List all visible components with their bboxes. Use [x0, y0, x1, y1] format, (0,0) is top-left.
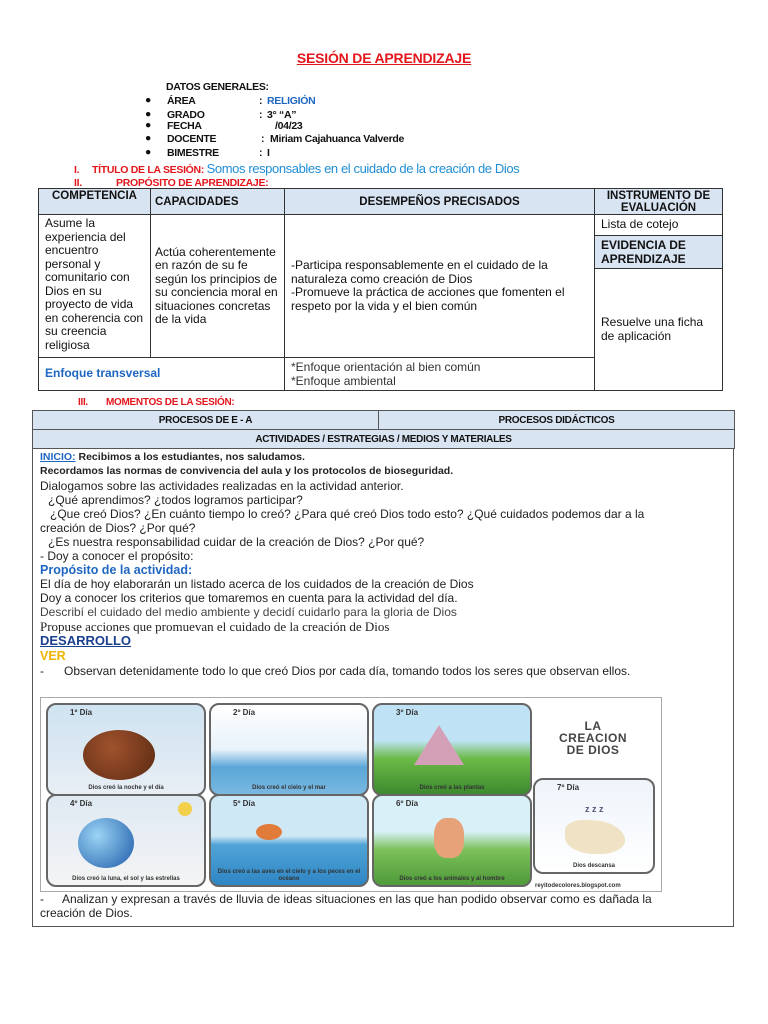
- cloud-icon: [565, 820, 625, 854]
- image-source: reyitodecolores.blogspot.com: [535, 883, 621, 889]
- section-proposito: II. PROPÓSITO DE APRENDIZAJE:: [74, 177, 269, 189]
- body-line: creación de Dios.: [40, 906, 133, 920]
- enfoque-1: *Enfoque orientación al bien común: [291, 360, 481, 374]
- header-capacidades: CAPACIDADES: [151, 189, 285, 215]
- inicio-line: INICIO: Recibimos a los estudiantes, nos saludamos.: [40, 451, 305, 463]
- bullet-icon: ●: [145, 119, 152, 131]
- bullet-icon: ●: [145, 94, 152, 106]
- procesos-ea-header: PROCESOS DE E - A: [33, 411, 379, 430]
- competencia-cell: Asume la experiencia del encuentro personal y comunitario con Dios en su proyecto de vida en coherencia con su creencia religiosa: [39, 215, 151, 358]
- body-line: Doy a conocer los criterios que tomaremos en cuenta para la actividad del día.: [40, 591, 458, 605]
- body-line: - Doy a conocer el propósito:: [40, 549, 194, 563]
- bullet-icon: ●: [145, 132, 152, 144]
- header-instrumento: INSTRUMENTO DE EVALUACIÓN: [595, 189, 723, 215]
- datos-value: I: [267, 147, 270, 159]
- man-icon: [434, 818, 464, 858]
- momentos-table: [32, 410, 735, 449]
- desarrollo-heading: DESARROLLO: [40, 633, 131, 648]
- evidencia-cell: Resuelve una ficha de aplicación: [595, 269, 723, 391]
- desempeno-1: -Participa responsablemente en el cuidado de la naturaleza como creación de Dios: [291, 258, 548, 286]
- body-line: ¿Es nuestra responsabilidad cuidar de la creación de Dios? ¿Por qué?: [48, 535, 425, 549]
- enfoque-label: Enfoque transversal: [39, 358, 285, 391]
- body-line: Propuse acciones que promuevan el cuidado de la creación de Dios: [40, 619, 390, 634]
- sun-icon: [178, 802, 192, 816]
- proposito-table: [38, 188, 723, 391]
- ver-heading: VER: [40, 649, 66, 663]
- datos-value: 3° “A”: [267, 109, 297, 121]
- session-title: Somos responsables en el cuidado de la creación de Dios: [206, 161, 520, 176]
- body-line: Describí el cuidado del medio ambiente y decidí cuidarlo para la gloria de Dios: [40, 605, 457, 619]
- proposito-label: Propósito de la actividad:: [40, 563, 193, 577]
- datos-value: RELIGIÓN: [267, 95, 316, 107]
- body-line: ¿Que creó Dios? ¿En cuánto tiempo lo creó? ¿Para qué creó Dios todo esto? ¿Qué cuidados podemos dar a la: [50, 507, 645, 521]
- inicio-label: INICIO:: [40, 451, 76, 463]
- panel-day-1: 1º Día Dios creó la noche y el día: [46, 703, 206, 796]
- actividades-header: ACTIVIDADES / ESTRATEGIAS / MEDIOS Y MATERIALES: [33, 430, 735, 449]
- bullet-icon: ●: [145, 108, 152, 120]
- mountain-icon: [414, 725, 464, 765]
- creation-days-image: [40, 697, 662, 892]
- creation-heading: LA CREACION DE DIOS: [558, 719, 627, 757]
- body-line: - Observan detenidamente todo lo que creó Dios por cada día, tomando todos los seres que observan ellos.: [40, 664, 631, 678]
- datos-value: /04/23: [275, 120, 303, 132]
- capacidad-cell: Actúa coherentemente en razón de su fe según los principios de su conciencia moral en situaciones concretas de la vida: [151, 215, 285, 358]
- desempenos-cell: [285, 215, 595, 358]
- body-line: Recordamos las normas de convivencia del aula y los protocolos de bioseguridad.: [40, 465, 454, 477]
- bullet-icon: ●: [145, 146, 152, 158]
- enfoque-cell: [285, 358, 595, 391]
- dark-sphere-icon: [83, 730, 155, 780]
- page-title: SESIÓN DE APRENDIZAJE: [296, 50, 472, 66]
- body-line: El día de hoy elaborarán un listado acerca de los cuidados de la creación de Dios: [40, 577, 474, 591]
- sleep-icon: z z z: [585, 804, 604, 814]
- panel-day-5: 5º Día Dios creó a las aves en el cielo y a los peces en el océano: [209, 794, 369, 887]
- datos-label: GRADO: [167, 109, 205, 121]
- header-desempenos: DESEMPEÑOS PRECISADOS: [285, 189, 595, 215]
- body-line: - Analizan y expresan a través de lluvia de ideas situaciones en las que han podido observar como es dañada la: [40, 892, 652, 906]
- desempeno-2: -Promueve la práctica de acciones que fomenten el respeto por la vida y el bien común: [291, 285, 565, 313]
- datos-label: DOCENTE: [167, 133, 217, 145]
- panel-day-7: z z z 7º Día Dios descansa: [533, 778, 655, 874]
- body-line: Dialogamos sobre las actividades realizadas en la actividad anterior.: [40, 479, 404, 493]
- panel-day-6: 6º Día Dios creó a los animales y al hombre: [372, 794, 532, 887]
- panel-day-3: 3º Día Dios creó a las plantas: [372, 703, 532, 796]
- body-line: creación de Dios? ¿Por qué?: [40, 521, 196, 535]
- panel-day-2: 2º Día Dios creó el cielo y el mar: [209, 703, 369, 796]
- earth-icon: [78, 818, 134, 868]
- body-line: ¿Qué aprendimos? ¿todos logramos participar?: [48, 493, 303, 507]
- datos-label: ÁREA: [167, 95, 196, 107]
- section-titulo: I. TÍTULO DE LA SESIÓN: Somos responsables en el cuidado de la creación de Dios: [74, 161, 520, 176]
- datos-label: BIMESTRE: [167, 147, 219, 159]
- header-competencia: COMPETENCIA: [39, 189, 151, 215]
- panel-day-4: 4º Día Dios creó la luna, el sol y las estrellas: [46, 794, 206, 887]
- instrumento-cell: Lista de cotejo: [595, 215, 723, 236]
- datos-value: Miriam Cajahuanca Valverde: [270, 133, 405, 145]
- fish-icon: [256, 824, 282, 840]
- datos-label: FECHA: [167, 120, 202, 132]
- enfoque-2: *Enfoque ambiental: [291, 374, 396, 388]
- datos-heading: DATOS GENERALES:: [166, 81, 269, 93]
- section-momentos: III. MOMENTOS DE LA SESIÓN:: [78, 397, 235, 408]
- evidencia-header: EVIDENCIA DE APRENDIZAJE: [595, 236, 723, 269]
- procesos-didacticos-header: PROCESOS DIDÁCTICOS: [379, 411, 735, 430]
